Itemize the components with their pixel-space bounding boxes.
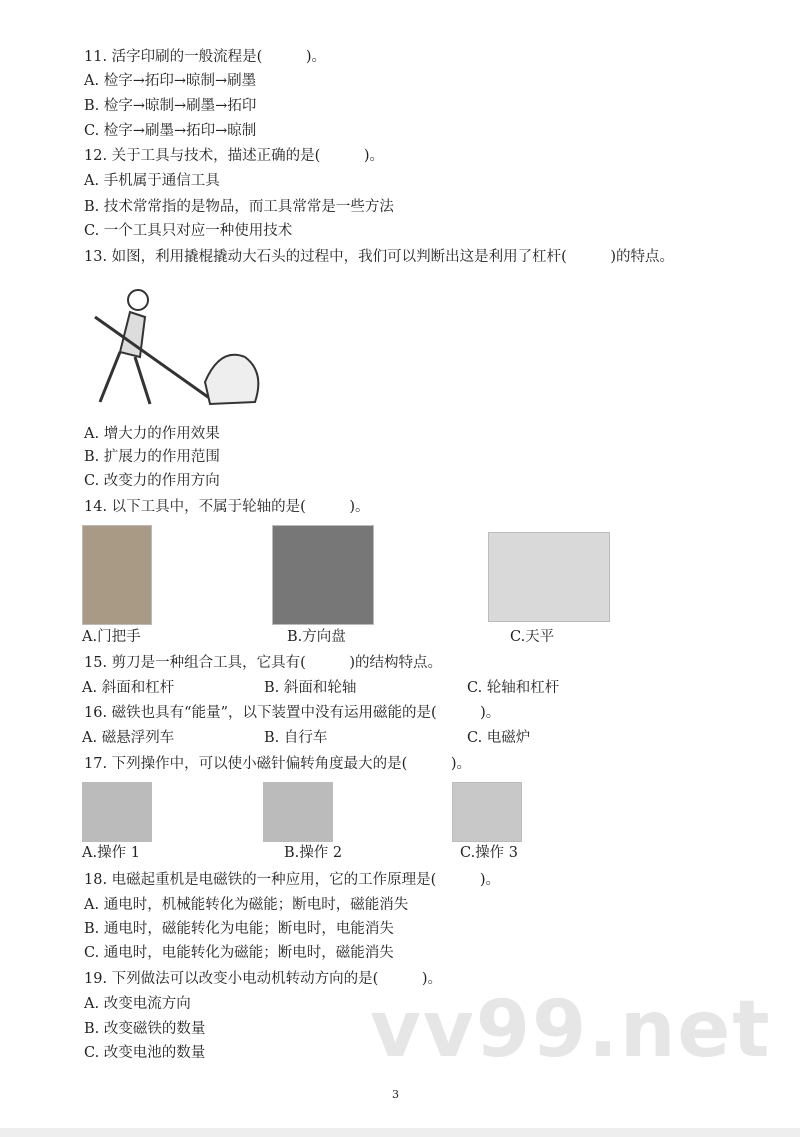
question-11-option-a: A. 检字→拓印→晾制→刷墨	[84, 73, 257, 89]
question-18-stem: 18. 电磁起重机是电磁铁的一种应用，它的工作原理是( )。	[84, 872, 500, 888]
question-15-option-c: C. 轮轴和杠杆	[467, 680, 560, 696]
question-13-option-b: B. 扩展力的作用范围	[84, 449, 220, 465]
question-13-option-a: A. 增大力的作用效果	[84, 426, 220, 442]
question-12-option-c: C. 一个工具只对应一种使用技术	[84, 223, 293, 239]
question-12-option-b: B. 技术常常指的是物品，而工具常常是一些方法	[84, 199, 394, 215]
steering-wheel-photo	[272, 525, 374, 625]
question-17-option-c: C.操作 3	[460, 845, 519, 861]
question-18-option-c: C. 通电时，电能转化为磁能；断电时，磁能消失	[84, 945, 394, 961]
question-16-option-c: C. 电磁炉	[467, 730, 531, 746]
question-17-stem: 17. 下列操作中，可以使小磁针偏转角度最大的是( )。	[84, 756, 471, 772]
question-19-option-a: A. 改变电流方向	[84, 996, 191, 1012]
question-14-stem: 14. 以下工具中，不属于轮轴的是( )。	[84, 499, 370, 515]
question-19-stem: 19. 下列做法可以改变小电动机转动方向的是( )。	[84, 971, 442, 987]
question-19-option-b: B. 改变磁铁的数量	[84, 1021, 206, 1037]
balance-scale-photo	[488, 532, 610, 622]
question-15-stem: 15. 剪刀是一种组合工具，它具有( )的结构特点。	[84, 655, 442, 671]
question-16-stem: 16. 磁铁也具有“能量”，以下装置中没有运用磁能的是( )。	[84, 705, 501, 721]
question-12-stem: 12. 关于工具与技术，描述正确的是( )。	[84, 148, 384, 164]
question-12-option-a: A. 手机属于通信工具	[84, 173, 220, 189]
question-19-option-c: C. 改变电池的数量	[84, 1045, 206, 1061]
question-11-option-c: C. 检字→刷墨→拓印→晾制	[84, 123, 257, 139]
question-15-option-b: B. 斜面和轮轴	[264, 680, 357, 696]
watermark: vv99.net	[370, 985, 772, 1075]
question-14-option-a: A.门把手	[82, 629, 141, 645]
compass-operation-3-photo	[452, 782, 522, 842]
page-bottom-edge	[0, 1128, 800, 1137]
question-16-option-a: A. 磁悬浮列车	[82, 730, 175, 746]
question-11-stem: 11. 活字印刷的一般流程是( )。	[84, 49, 326, 65]
question-13-option-c: C. 改变力的作用方向	[84, 473, 220, 489]
question-13-stem: 13. 如图，利用撬棍撬动大石头的过程中，我们可以判断出这是利用了杠杆( )的特点。	[84, 249, 674, 265]
compass-operation-1-photo	[82, 782, 152, 842]
lever-crowbar-illustration	[80, 282, 270, 412]
question-18-option-b: B. 通电时，磁能转化为电能；断电时，电能消失	[84, 921, 394, 937]
question-14-option-b: B.方向盘	[287, 629, 346, 645]
question-17-option-a: A.操作 1	[82, 845, 140, 861]
question-17-option-b: B.操作 2	[284, 845, 343, 861]
compass-operation-2-photo	[263, 782, 333, 842]
question-18-option-a: A. 通电时，机械能转化为磁能；断电时，磁能消失	[84, 897, 409, 913]
question-11-option-b: B. 检字→晾制→刷墨→拓印	[84, 98, 257, 114]
question-14-option-c: C.天平	[510, 629, 555, 645]
door-handle-photo	[82, 525, 152, 625]
question-15-option-a: A. 斜面和杠杆	[82, 680, 175, 696]
page-number: 3	[392, 1088, 399, 1101]
question-16-option-b: B. 自行车	[264, 730, 328, 746]
